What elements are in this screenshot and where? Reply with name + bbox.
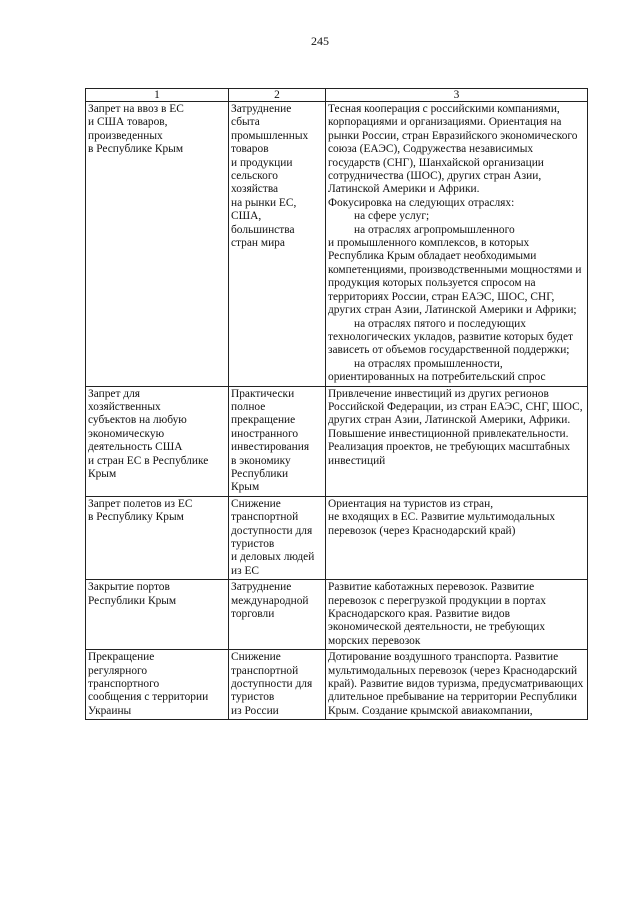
measure-paragraph: Реализация проектов, не требующих масштабных инвестиций <box>328 441 571 467</box>
column-header-3: 3 <box>326 89 588 102</box>
measure-paragraph: Развитие каботажных перевозок. Развитие перевозок с перегрузкой продукции в портах Краснодарского края. Развитие видов экономической деятельности, не требующих морских перевозок <box>328 581 546 647</box>
measures-cell <box>326 386 588 496</box>
table-row <box>86 650 588 720</box>
measure-paragraph: Дотирование воздушного транспорта. Развитие мультимодальных перевозок (через Краснодарский край). Развитие видов туризма, предусматривающих длительное пребывание на территории Республики Крым. Создание крымской авиакомпании, <box>328 651 584 717</box>
measure-paragraph: на отраслях промышленности, <box>354 357 503 370</box>
measures-cell <box>326 102 588 387</box>
consequence-cell: Снижение транспортной доступности для туристов из России <box>229 650 326 720</box>
table-row <box>86 102 588 387</box>
restriction-cell: Запрет на ввоз в ЕС и США товаров, произведенных в Республике Крым <box>86 102 229 387</box>
measure-paragraph: на сфере услуг; <box>354 210 430 223</box>
table-row <box>86 496 588 579</box>
measure-paragraph: на отраслях агропромышленного <box>354 223 515 236</box>
measure-paragraph: ориентированных на потребительский спрос <box>328 371 546 384</box>
consequence-cell: Затруднение международной торговли <box>229 580 326 650</box>
page-number: 245 <box>311 34 329 48</box>
table-header-row <box>86 89 588 102</box>
table-row <box>86 580 588 650</box>
restriction-cell: Прекращение регулярного транспортного сообщения с территории Украины <box>86 650 229 720</box>
measure-paragraph: Фокусировка на следующих отраслях: <box>328 196 515 209</box>
measure-paragraph: Ориентация на туристов из стран, <box>328 497 494 510</box>
restriction-cell: Закрытие портов Республики Крым <box>86 580 229 650</box>
measures-cell <box>326 496 588 579</box>
measure-paragraph: и промышленного комплексов, в которых Республика Крым обладает необходимыми компетенциями, производственными мощностями и продукция которых пользуется спросом на территориях России, стран ЕАЭС, ШОС, СНГ, других стран Азии, Латинской Америки и Африки; <box>328 237 582 317</box>
consequence-cell: Затруднение сбыта промышленных товаров и продукции сельского хозяйства на рынки ЕС, США, большинства стран мира <box>229 102 326 387</box>
measure-paragraph: не входящих в ЕС. Развитие мультимодальных перевозок (через Краснодарский край) <box>328 511 556 537</box>
measure-paragraph: Привлечение инвестиций из других регионов Российской Федерации, из стран ЕАЭС, СНГ, ШОС, других стран Азии, Латинской Америки, Африки. Повышение инвестиционной привлекательности. <box>328 387 583 440</box>
measures-cell <box>326 580 588 650</box>
restriction-cell: Запрет для хозяйственных субъектов на любую экономическую деятельность США и стран ЕС в Республике Крым <box>86 386 229 496</box>
measures-cell <box>326 650 588 720</box>
measures-table <box>85 88 588 720</box>
consequence-cell: Практически полное прекращение иностранного инвестирования в экономику Республики Крым <box>229 386 326 496</box>
column-header-2: 2 <box>229 89 326 102</box>
table-row <box>86 386 588 496</box>
consequence-cell: Снижение транспортной доступности для туристов и деловых людей из ЕС <box>229 496 326 579</box>
measure-paragraph: Тесная кооперация с российскими компаниями, корпорациями и организациями. Ориентация на рынки России, стран Евразийского экономического союза (ЕАЭС), Содружества независимых государств (СНГ), Шанхайской организации сотрудничества (ШОС), других стран Азии, Латинской Америки и Африки. <box>328 103 578 196</box>
column-header-1: 1 <box>86 89 229 102</box>
restriction-cell: Запрет полетов из ЕС в Республику Крым <box>86 496 229 579</box>
table-body <box>86 102 588 720</box>
measure-paragraph: на отраслях пятого и последующих <box>354 317 526 330</box>
measure-paragraph: технологических укладов, развитие которых будет зависеть от объемов государственной поддержки; <box>328 330 573 357</box>
